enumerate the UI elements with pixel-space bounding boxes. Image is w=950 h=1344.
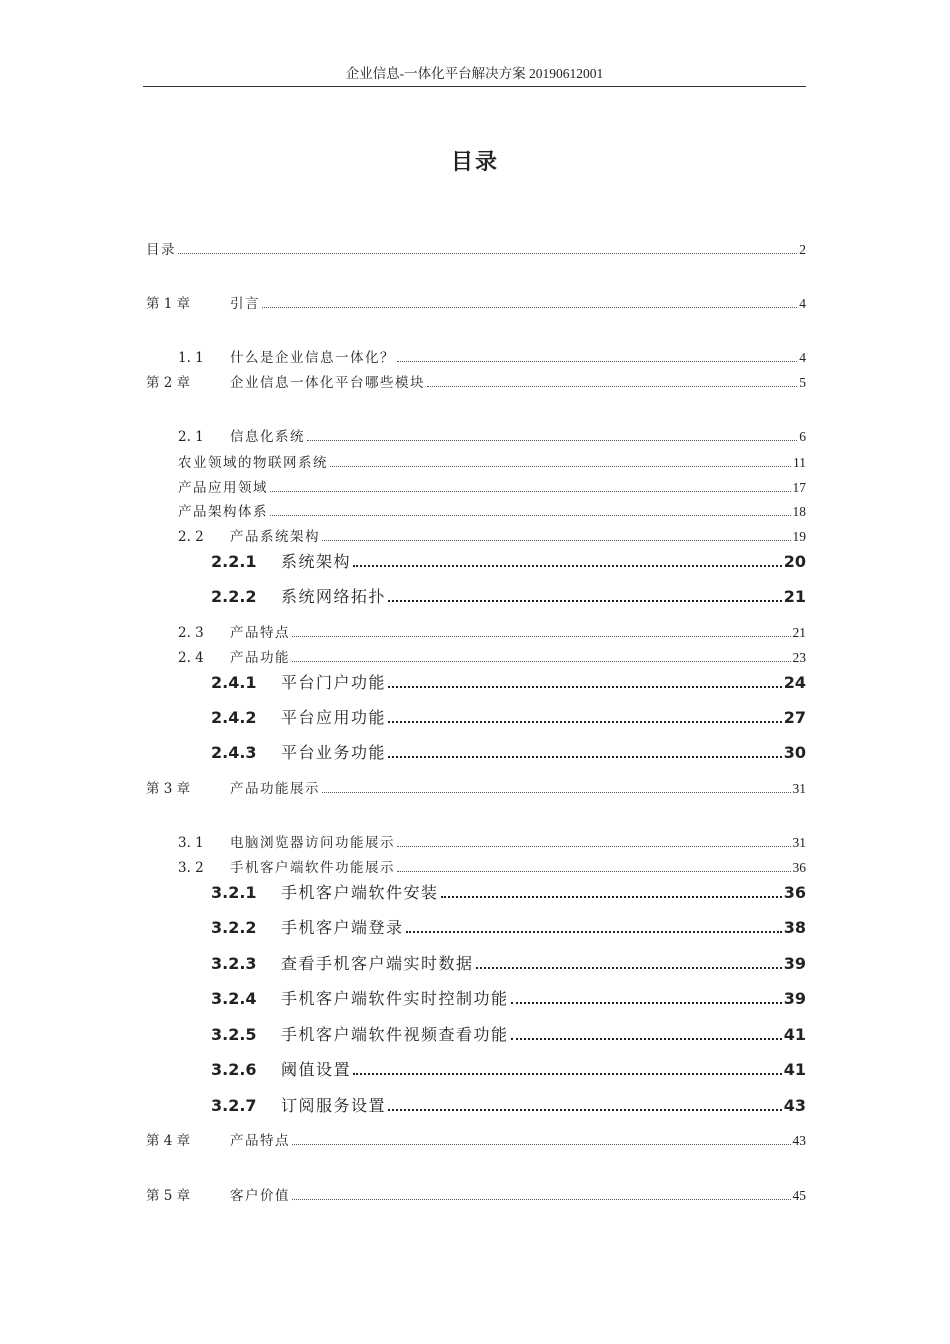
toc-entry-label: 电脑浏览器访问功能展示 xyxy=(230,835,395,851)
toc-leader xyxy=(322,540,791,541)
toc-entry-page: 21 xyxy=(792,625,806,640)
toc-leader xyxy=(388,600,782,602)
toc-leader xyxy=(397,846,791,847)
toc-entry-label: 平台应用功能 xyxy=(281,708,387,727)
toc-entry[interactable] xyxy=(178,476,806,496)
toc-leader xyxy=(353,1073,782,1075)
toc-entry-label: 平台业务功能 xyxy=(281,743,387,762)
toc-entry-page: 2 xyxy=(799,242,806,257)
toc-entry-page: 41 xyxy=(783,1060,806,1079)
toc-leader xyxy=(397,361,797,362)
toc-entry-number: 1. 1 xyxy=(178,350,204,366)
toc-entry-label: 手机客户端登录 xyxy=(281,918,404,937)
toc-entry-number: 3.2.1 xyxy=(211,883,257,902)
toc-entry-page: 19 xyxy=(792,529,806,544)
toc-entry-number: 第 1 章 xyxy=(146,296,191,312)
toc-entry-number: 2.4.2 xyxy=(211,708,257,727)
toc-entry-number: 2.2.1 xyxy=(211,552,257,571)
toc-entry-number: 3.2.2 xyxy=(211,918,257,937)
toc-entry[interactable] xyxy=(146,371,806,391)
toc-entry-page: 38 xyxy=(783,918,806,937)
toc-entry[interactable] xyxy=(146,777,806,797)
toc-entry-page: 43 xyxy=(783,1096,806,1115)
toc-entry-label: 什么是企业信息一体化？ xyxy=(230,350,395,366)
toc-entry-label: 产品应用领域 xyxy=(178,480,268,496)
toc-leader xyxy=(388,721,782,723)
toc-entry[interactable] xyxy=(146,1129,806,1149)
toc-entry-label: 系统网络拓扑 xyxy=(281,587,387,606)
toc-entry[interactable] xyxy=(146,292,806,312)
toc-entry-page: 31 xyxy=(792,781,806,796)
toc-leader xyxy=(388,756,782,758)
toc-entry-number: 2. 1 xyxy=(178,429,204,445)
toc-entry-page: 6 xyxy=(799,429,806,444)
toc-entry-page: 18 xyxy=(792,504,806,519)
toc-entry-number: 3.2.3 xyxy=(211,954,257,973)
toc-leader xyxy=(427,386,797,387)
toc-entry[interactable] xyxy=(211,740,806,763)
toc-entry-label: 引言 xyxy=(230,296,260,312)
toc-entry[interactable] xyxy=(211,584,806,607)
toc-entry-number: 3.2.4 xyxy=(211,989,257,1008)
toc-entry[interactable] xyxy=(211,880,806,903)
toc-entry[interactable] xyxy=(178,425,806,445)
toc-entry-page: 39 xyxy=(783,954,806,973)
toc-leader xyxy=(292,1199,791,1200)
toc-leader xyxy=(511,1038,782,1040)
toc-entry-label: 产品架构体系 xyxy=(178,504,268,520)
toc-entry[interactable] xyxy=(211,705,806,728)
toc-entry-page: 4 xyxy=(799,350,806,365)
toc-entry-page: 41 xyxy=(783,1025,806,1044)
toc-entry[interactable] xyxy=(178,500,806,520)
toc-entry-page: 45 xyxy=(792,1188,806,1203)
toc-entry[interactable] xyxy=(211,549,806,572)
toc-entry-label: 手机客户端软件功能展示 xyxy=(230,860,395,876)
toc-leader xyxy=(397,871,791,872)
toc-entry-label: 产品系统架构 xyxy=(230,529,320,545)
toc-leader xyxy=(270,491,791,492)
toc-leader xyxy=(353,565,782,567)
toc-entry-page: 23 xyxy=(792,650,806,665)
toc-entry-label: 信息化系统 xyxy=(230,429,305,445)
toc-leader xyxy=(292,661,791,662)
toc-entry-page: 20 xyxy=(783,552,806,571)
toc-entry[interactable] xyxy=(146,238,806,258)
toc-entry-label: 查看手机客户端实时数据 xyxy=(281,954,474,973)
toc-entry-page: 36 xyxy=(783,883,806,902)
toc-entry-number: 第 4 章 xyxy=(146,1133,191,1149)
toc-entry[interactable] xyxy=(211,951,806,974)
toc-entry-label: 产品特点 xyxy=(230,625,290,641)
toc-leader xyxy=(270,515,791,516)
toc-entry-label: 产品特点 xyxy=(230,1133,290,1149)
toc-leader xyxy=(476,967,782,969)
toc-entry-number: 3.2.7 xyxy=(211,1096,257,1115)
toc-entry-label: 订阅服务设置 xyxy=(281,1096,387,1115)
toc-entry-number: 第 5 章 xyxy=(146,1188,191,1204)
toc-entry-page: 17 xyxy=(792,480,806,495)
toc-entry-label: 企业信息一体化平台哪些模块 xyxy=(230,375,425,391)
toc-entry[interactable] xyxy=(178,346,806,366)
toc-entry-page: 36 xyxy=(792,860,806,875)
toc-leader xyxy=(441,896,782,898)
toc-leader xyxy=(262,307,797,308)
toc-entry-label: 系统架构 xyxy=(281,552,352,571)
toc-leader xyxy=(330,466,791,467)
toc-leader xyxy=(292,636,791,637)
toc-entry-number: 2.4.3 xyxy=(211,743,257,762)
toc-leader xyxy=(388,1109,782,1111)
toc-entry-label: 产品功能展示 xyxy=(230,781,320,797)
toc-entry-number: 3.2.5 xyxy=(211,1025,257,1044)
toc-entry[interactable] xyxy=(211,1022,806,1045)
toc-entry-number: 2. 4 xyxy=(178,650,204,666)
toc-entry-number: 3. 1 xyxy=(178,835,204,851)
toc-entry-page: 24 xyxy=(783,673,806,692)
toc-entry[interactable] xyxy=(211,915,806,938)
toc-entry[interactable] xyxy=(211,986,806,1009)
toc-entry-number: 3. 2 xyxy=(178,860,204,876)
toc-entry-page: 21 xyxy=(783,587,806,606)
toc-entry-page: 5 xyxy=(799,375,806,390)
toc-entry-label: 客户价值 xyxy=(230,1188,290,1204)
toc-entry-label: 手机客户端软件实时控制功能 xyxy=(281,989,509,1008)
toc-leader xyxy=(322,792,791,793)
toc-entry[interactable] xyxy=(178,856,806,876)
toc-entry-page: 4 xyxy=(799,296,806,311)
toc-entry-label: 产品功能 xyxy=(230,650,290,666)
toc-leader xyxy=(406,931,782,933)
toc-entry-number: 2.2.2 xyxy=(211,587,257,606)
toc-entry-number: 2.4.1 xyxy=(211,673,257,692)
toc-entry-number: 3.2.6 xyxy=(211,1060,257,1079)
toc-entry-label: 平台门户功能 xyxy=(281,673,387,692)
toc-entry-number: 第 2 章 xyxy=(146,375,191,391)
toc-entry[interactable] xyxy=(178,451,806,471)
toc-entry-page: 31 xyxy=(792,835,806,850)
page-header: 企业信息-一体化平台解决方案 20190612001 xyxy=(143,62,806,87)
toc-entry-label: 手机客户端软件视频查看功能 xyxy=(281,1025,509,1044)
toc-leader xyxy=(292,1144,791,1145)
toc-entry-page: 11 xyxy=(793,455,806,470)
toc-entry-label: 目录 xyxy=(146,242,176,258)
toc-entry-page: 27 xyxy=(783,708,806,727)
toc-entry[interactable] xyxy=(178,646,806,666)
toc-entry-number: 2. 2 xyxy=(178,529,204,545)
toc-leader xyxy=(178,253,797,254)
toc-entry-label: 阈值设置 xyxy=(281,1060,352,1079)
toc-entry[interactable] xyxy=(178,525,806,545)
toc-entry-page: 39 xyxy=(783,989,806,1008)
toc-entry[interactable] xyxy=(211,670,806,693)
toc-entry[interactable] xyxy=(211,1093,806,1116)
toc-entry[interactable] xyxy=(178,831,806,851)
toc-entry[interactable] xyxy=(146,1184,806,1204)
toc-entry-number: 第 3 章 xyxy=(146,781,191,797)
toc-entry-number: 2. 3 xyxy=(178,625,204,641)
toc-entry[interactable] xyxy=(211,1057,806,1080)
toc-entry-label: 农业领域的物联网系统 xyxy=(178,455,328,471)
toc-entry-label: 手机客户端软件安装 xyxy=(281,883,439,902)
toc-leader xyxy=(307,440,797,441)
toc-entry[interactable] xyxy=(178,621,806,641)
toc-entry-page: 30 xyxy=(783,743,806,762)
toc-leader xyxy=(511,1002,782,1004)
page-title: 目录 xyxy=(450,150,499,175)
toc-entry-page: 43 xyxy=(792,1133,806,1148)
toc-leader xyxy=(388,686,782,688)
